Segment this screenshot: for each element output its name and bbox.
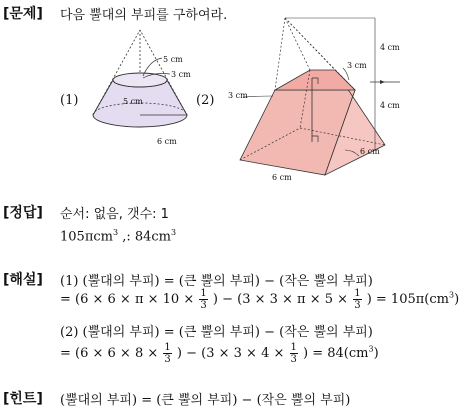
fig2-label-left: 3 cm bbox=[228, 91, 248, 100]
answer-line1: 순서: 없음, 갯수: 1 bbox=[60, 207, 169, 222]
explanation-line2: = (6 × 6 × π × 10 × $\frac{1}{3}$ ) − (3 × 3 × π × 5 × $\frac{1}{3}$ ) = $105\pi(cm^3)$ bbox=[60, 288, 459, 311]
problem-tag: [문제] bbox=[3, 6, 43, 22]
fig2-label-base-right: 6 cm bbox=[360, 147, 380, 156]
fig1-label-radius: 3 cm bbox=[171, 70, 191, 79]
fig1-label-top: 5 cm bbox=[163, 55, 183, 64]
answer-tag: [정답] bbox=[3, 205, 43, 221]
problem-text: 다음 뿔대의 부피를 구하여라. bbox=[60, 8, 228, 23]
fig1-label-slant: 6 cm bbox=[157, 137, 177, 146]
fig2-label-top-right: 3 cm bbox=[347, 61, 367, 70]
fig2-label-height-upper: 4 cm bbox=[380, 43, 400, 52]
fig1-label-height: 5 cm bbox=[123, 97, 143, 106]
explanation-line4: = (6 × 6 × 8 × $\frac{1}{3}$ ) − (3 × 3 × 4 × $\frac{1}{3}$ ) = $84(cm^3)$ bbox=[60, 342, 379, 365]
cone-frustum-figure bbox=[85, 25, 195, 150]
hint-tag: [힌트] bbox=[3, 391, 43, 407]
fig2-label-height-lower: 4 cm bbox=[380, 101, 400, 110]
fig2-number: (2) bbox=[196, 93, 215, 108]
fig2-label-base-front: 6 cm bbox=[272, 173, 292, 182]
fig1-number: (1) bbox=[60, 93, 79, 108]
explanation-line1: (1) (뿔대의 부피) = (큰 뿔의 부피) − (작은 뿔의 부피) bbox=[60, 274, 373, 289]
explanation-tag: [해설] bbox=[3, 272, 43, 288]
explanation-line3: (2) (뿔대의 부피) = (큰 뿔의 부피) − (작은 뿔의 부피) bbox=[60, 325, 373, 340]
hint-text: (뿔대의 부피) = (큰 뿔의 부피) − (작은 뿔의 부피) bbox=[60, 393, 351, 408]
answer-line2: 105πcm$^3$ ,: $84cm^3$ bbox=[60, 228, 177, 245]
